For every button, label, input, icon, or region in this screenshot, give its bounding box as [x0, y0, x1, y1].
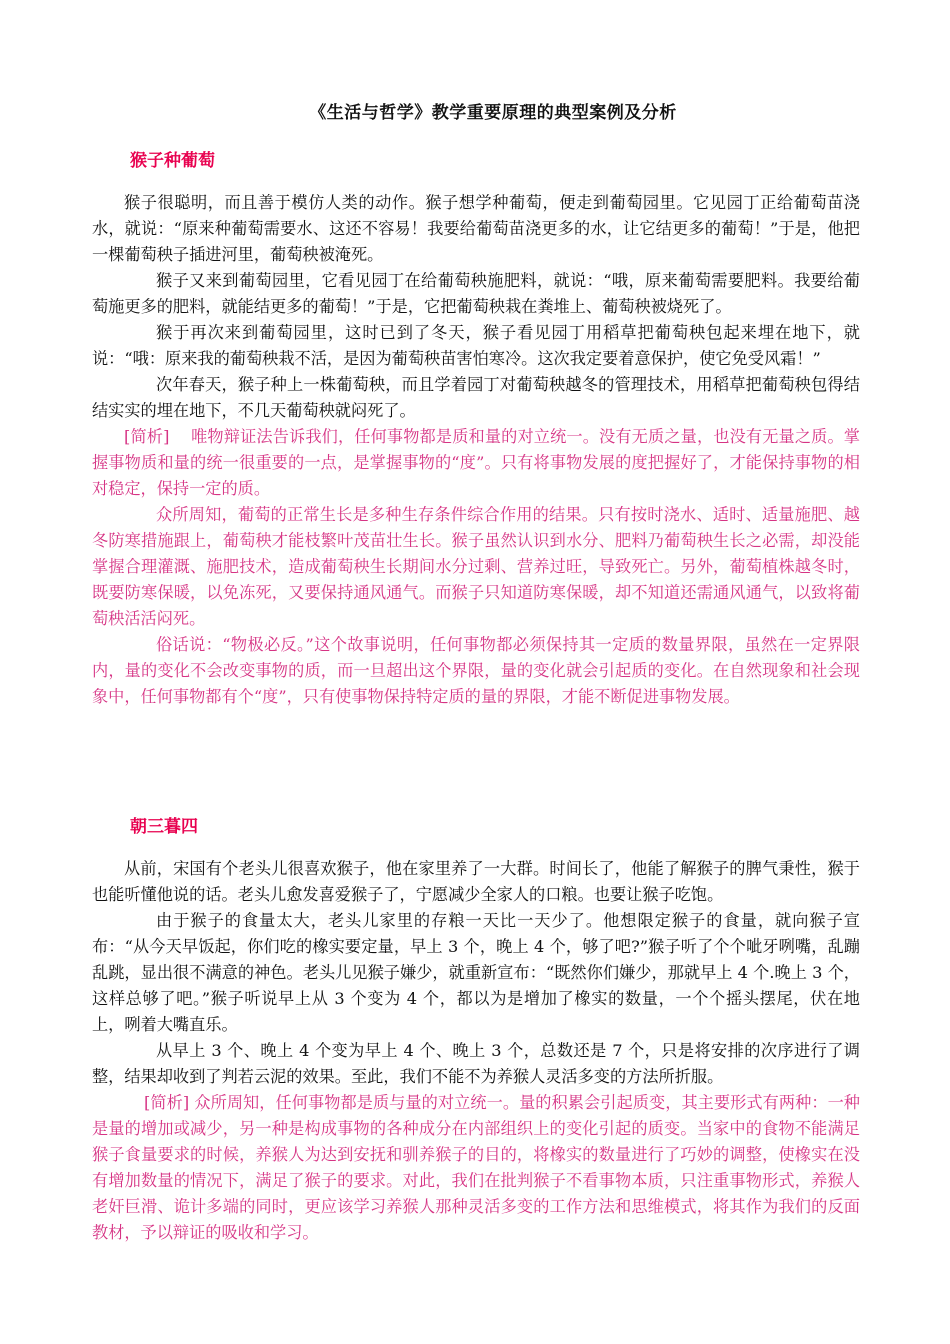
story-paragraph: 从前，宋国有个老头儿很喜欢猴子，他在家里养了一大群。时间长了，他能了解猴子的脾气秉性，猴于也能听懂他说的话。老头儿愈发喜爱猴子了，宁愿减少全家人的口粮。也要让猴子吃饱。 [92, 859, 860, 904]
document-title: 《生活与哲学》教学重要原理的典型案例及分析 [309, 103, 677, 123]
section-heading-zhao-san-mu-si: 朝三暮四 [130, 817, 198, 837]
story-paragraph: 猴于再次来到葡萄园里，这时已到了冬天，猴子看见园丁用稻草把葡萄秧包起来埋在地下，就说：“哦：原来我的葡萄秧栽不活，是因为葡萄秧苗害怕寒冷。这次我定要着意保护，使它免受风霜！” [92, 323, 860, 368]
section-body-zhao-san-mu-si [92, 856, 860, 1246]
story-paragraph: 猴子很聪明，而且善于模仿人类的动作。猴子想学种葡萄，便走到葡萄园里。它见园丁正给葡萄苗浇水，就说：“原来种葡萄需要水、这还不容易！我要给葡萄苗浇更多的水，让它结更多的葡萄！”于是，他把一棵葡萄秧子插进河里，葡萄秧被淹死。 [92, 193, 860, 264]
story-paragraph: 从早上 3 个、晚上 4 个变为早上 4 个、晚上 3 个，总数还是 7 个，只是将安排的次序进行了调整，结果却收到了判若云泥的效果。至此，我们不能不为养猴人灵活多变的方法所折服。 [92, 1041, 860, 1086]
analysis-paragraph: 众所周知，葡萄的正常生长是多种生存条件综合作用的结果。只有按时浇水、适时、适量施肥、越冬防寒措施跟上，葡萄秧才能枝繁叶茂苗壮生长。猴子虽然认识到水分、肥料乃葡萄秧生长之必需，却没能掌握合理灌溉、施肥技术，造成葡萄秧生长期间水分过剩、营养过旺，导致死亡。另外，葡萄植株越冬时，既要防寒保暖，以免冻死，又要保持通风通气。而猴子只知道防寒保暖，却不知道还需通风通气，以致将葡萄秧活活闷死。 [92, 505, 860, 628]
section-body-monkey-grapes [92, 190, 860, 710]
section-heading-monkey-grapes: 猴子种葡萄 [130, 151, 215, 171]
story-paragraph: 由于猴子的食量太大，老头儿家里的存粮一天比一天少了。他想限定猴子的食量，就向猴子宣布：“从今天早饭起，你们吃的橡实要定量，早上 3 个，晚上 4 个，够了吧?”猴子听了个个呲牙咧嘴，乱蹦乱跳，显出很不满意的神色。老头儿见猴子嫌少，就重新宣布：“既然你们嫌少，那就早上 4 个.晚上 3 个，这样总够了吧。”猴子听说早上从 3 个变为 4 个，都以为是增加了橡实的数量，一个个摇头摆尾，伏在地上，咧着大嘴直乐。 [92, 911, 860, 1034]
analysis-paragraph: 俗话说：“物极必反。”这个故事说明，任何事物都必须保持其一定质的数量界限，虽然在一定界限内，量的变化不会改变事物的质，而一旦超出这个界限，量的变化就会引起质的变化。在自然现象和社会现象中，任何事物都有个“度”，只有使事物保持特定质的量的界限，才能不断促进事物发展。 [92, 635, 860, 706]
story-paragraph: 猴子又来到葡萄园里，它看见园丁在给葡萄秧施肥料，就说：“哦，原来葡萄需要肥料。我要给葡萄施更多的肥料，就能结更多的葡萄！”于是，它把葡萄秧栽在粪堆上、葡萄秧被烧死了。 [92, 271, 860, 316]
analysis-paragraph: [简析] 众所周知，任何事物都是质与量的对立统一。量的积累会引起质变，其主要形式有两种：一种是量的增加或减少，另一种是构成事物的各种成分在内部组织上的变化引起的质变。当家中的食物不能满足猴子食量要求的时候，养猴人为达到安抚和驯养猴子的目的，将橡实的数量进行了巧妙的调整，使橡实在没有增加数量的情况下，满足了猴子的要求。对此，我们在批判猴子不看事物本质，只注重事物形式，养猴人老奸巨滑、诡计多端的同时，更应该学习养猴人那种灵活多变的工作方法和思维模式，将其作为我们的反面教材，予以辩证的吸收和学习。 [92, 1093, 860, 1242]
analysis-paragraph: [简析] 唯物辩证法告诉我们，任何事物都是质和量的对立统一。没有无质之量，也没有无量之质。掌握事物质和量的统一很重要的一点，是掌握事物的“度”。只有将事物发展的度把握好了，才能保持事物的相对稳定，保持一定的质。 [92, 427, 860, 498]
story-paragraph: 次年春天，猴子种上一株葡萄秧，而且学着园丁对葡萄秧越冬的管理技术，用稻草把葡萄秧包得结结实实的埋在地下，不几天葡萄秧就闷死了。 [92, 375, 860, 420]
